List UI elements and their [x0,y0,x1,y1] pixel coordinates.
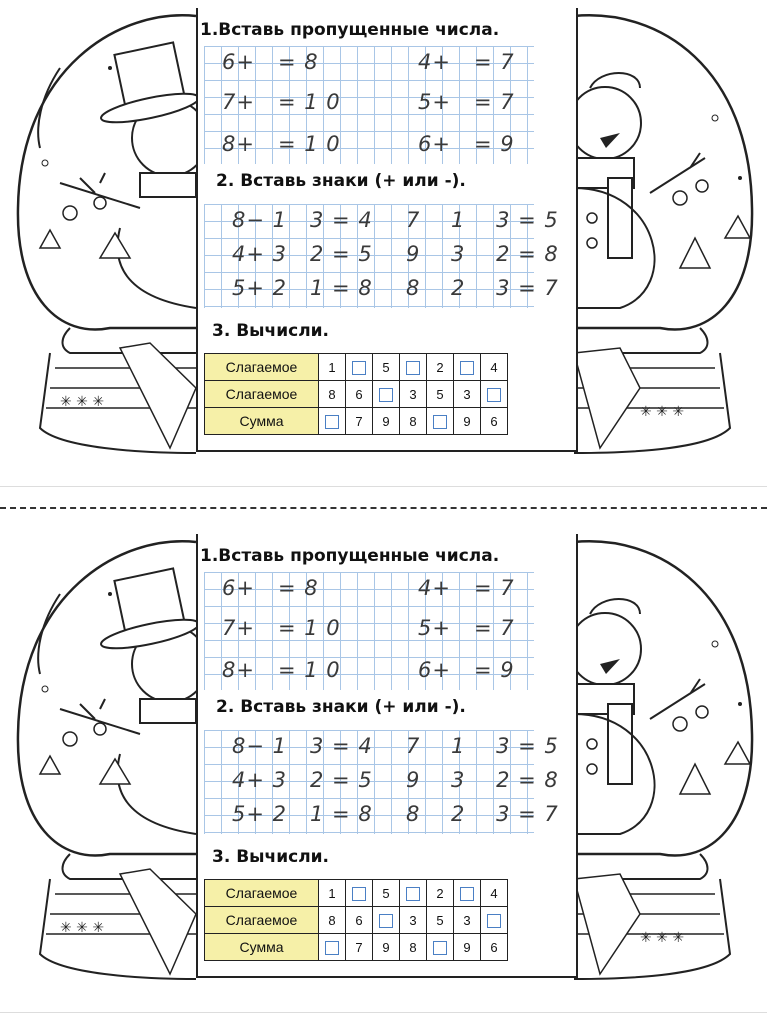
cut-line [0,507,767,509]
table-cell: 7 [346,934,373,961]
task2-expression: 4+ 3 2 = 5 [232,768,373,792]
task2-expression: 9 3 2 = 8 [406,242,559,266]
empty-box-icon [487,914,501,928]
empty-box-icon [460,361,474,375]
task2-expression: 5+ 2 1 = 8 [232,276,373,300]
table-cell: 5 [427,907,454,934]
answer-box[interactable] [427,934,454,961]
empty-box-icon [406,361,420,375]
task1-title: 1.Вставь пропущенные числа. [200,20,500,40]
task2-expression: 8 2 3 = 7 [406,802,559,826]
table-cell: 6 [481,934,508,961]
worksheet-bottom [0,534,767,1004]
task2-grid [204,730,559,834]
table-cell: 4 [481,354,508,381]
worksheet-panel [196,534,578,978]
table-cell: 5 [373,354,400,381]
table-cell: 3 [454,907,481,934]
answer-box[interactable] [319,408,346,435]
table-row [205,880,508,907]
separator-line [0,1012,767,1013]
empty-box-icon [433,941,447,955]
table-cell: 8 [319,907,346,934]
answer-box[interactable] [319,934,346,961]
worksheet-top [0,8,767,478]
task1-expression: 5+ = 7 [418,90,515,114]
table-cell: 8 [319,381,346,408]
table-cell: 2 [427,354,454,381]
task1-grid [204,572,534,690]
task1-expression: 8+ = 1 0 [222,658,341,682]
table-cell: 4 [481,880,508,907]
table-row [205,934,508,961]
task2-grid [204,204,559,308]
task2-expression: 8 2 3 = 7 [406,276,559,300]
task1-expression: 6+ = 8 [222,576,319,600]
task2-title: 2. Вставь знаки (+ или -). [216,697,466,717]
empty-box-icon [325,941,339,955]
answer-box[interactable] [481,381,508,408]
task1-expression: 7+ = 1 0 [222,90,341,114]
empty-box-icon [406,887,420,901]
empty-box-icon [379,388,393,402]
task2-expression: 7 1 3 = 5 [406,208,559,232]
answer-box[interactable] [400,880,427,907]
empty-box-icon [487,388,501,402]
separator-line [0,486,767,487]
svg-text:✳ ✳ ✳: ✳ ✳ ✳ [640,404,685,420]
row-label: Сумма [205,934,319,961]
task2-expression: 8− 1 3 = 4 [232,208,373,232]
empty-box-icon [352,887,366,901]
task2-expression: 7 1 3 = 5 [406,734,559,758]
table-cell: 6 [346,907,373,934]
svg-text:✳ ✳ ✳: ✳ ✳ ✳ [60,920,105,936]
table-cell: 8 [400,934,427,961]
answer-box[interactable] [454,354,481,381]
table-cell: 8 [400,408,427,435]
answer-box[interactable] [346,880,373,907]
table-row [205,408,508,435]
empty-box-icon [352,361,366,375]
empty-box-icon [433,415,447,429]
table-cell: 7 [346,408,373,435]
task3-title: 3. Вычисли. [212,321,330,341]
table-row [205,907,508,934]
table-row [205,354,508,381]
task1-expression: 8+ = 1 0 [222,132,341,156]
empty-box-icon [460,887,474,901]
svg-text:✳ ✳ ✳: ✳ ✳ ✳ [60,394,105,410]
answer-box[interactable] [400,354,427,381]
table-cell: 5 [373,880,400,907]
empty-box-icon [379,914,393,928]
table-cell: 3 [400,381,427,408]
row-label: Слагаемое [205,354,319,381]
task1-expression: 7+ = 1 0 [222,616,341,640]
addition-table [204,353,508,435]
task1-title: 1.Вставь пропущенные числа. [200,546,500,566]
table-row [205,381,508,408]
table-cell: 9 [454,408,481,435]
task3-title: 3. Вычисли. [212,847,330,867]
table-cell: 3 [400,907,427,934]
task2-expression: 8− 1 3 = 4 [232,734,373,758]
task2-expression: 4+ 3 2 = 5 [232,242,373,266]
row-label: Слагаемое [205,880,319,907]
answer-box[interactable] [373,907,400,934]
task1-expression: 4+ = 7 [418,50,515,74]
worksheet-panel [196,8,578,452]
table-cell: 6 [481,408,508,435]
task2-expression: 9 3 2 = 8 [406,768,559,792]
task1-expression: 6+ = 9 [418,658,515,682]
task1-expression: 6+ = 9 [418,132,515,156]
table-cell: 2 [427,880,454,907]
svg-text:✳ ✳ ✳: ✳ ✳ ✳ [640,930,685,946]
row-label: Слагаемое [205,381,319,408]
task1-expression: 5+ = 7 [418,616,515,640]
row-label: Слагаемое [205,907,319,934]
table-cell: 5 [427,381,454,408]
row-label: Сумма [205,408,319,435]
table-cell: 1 [319,354,346,381]
table-cell: 1 [319,880,346,907]
table-cell: 3 [454,381,481,408]
task2-title: 2. Вставь знаки (+ или -). [216,171,466,191]
answer-box[interactable] [427,408,454,435]
table-cell: 9 [454,934,481,961]
answer-box[interactable] [346,354,373,381]
table-cell: 9 [373,934,400,961]
answer-box[interactable] [454,880,481,907]
empty-box-icon [325,415,339,429]
task2-expression: 5+ 2 1 = 8 [232,802,373,826]
addition-table [204,879,508,961]
table-cell: 9 [373,408,400,435]
task1-grid [204,46,534,164]
task1-expression: 4+ = 7 [418,576,515,600]
task1-expression: 6+ = 8 [222,50,319,74]
answer-box[interactable] [373,381,400,408]
answer-box[interactable] [481,907,508,934]
table-cell: 6 [346,381,373,408]
